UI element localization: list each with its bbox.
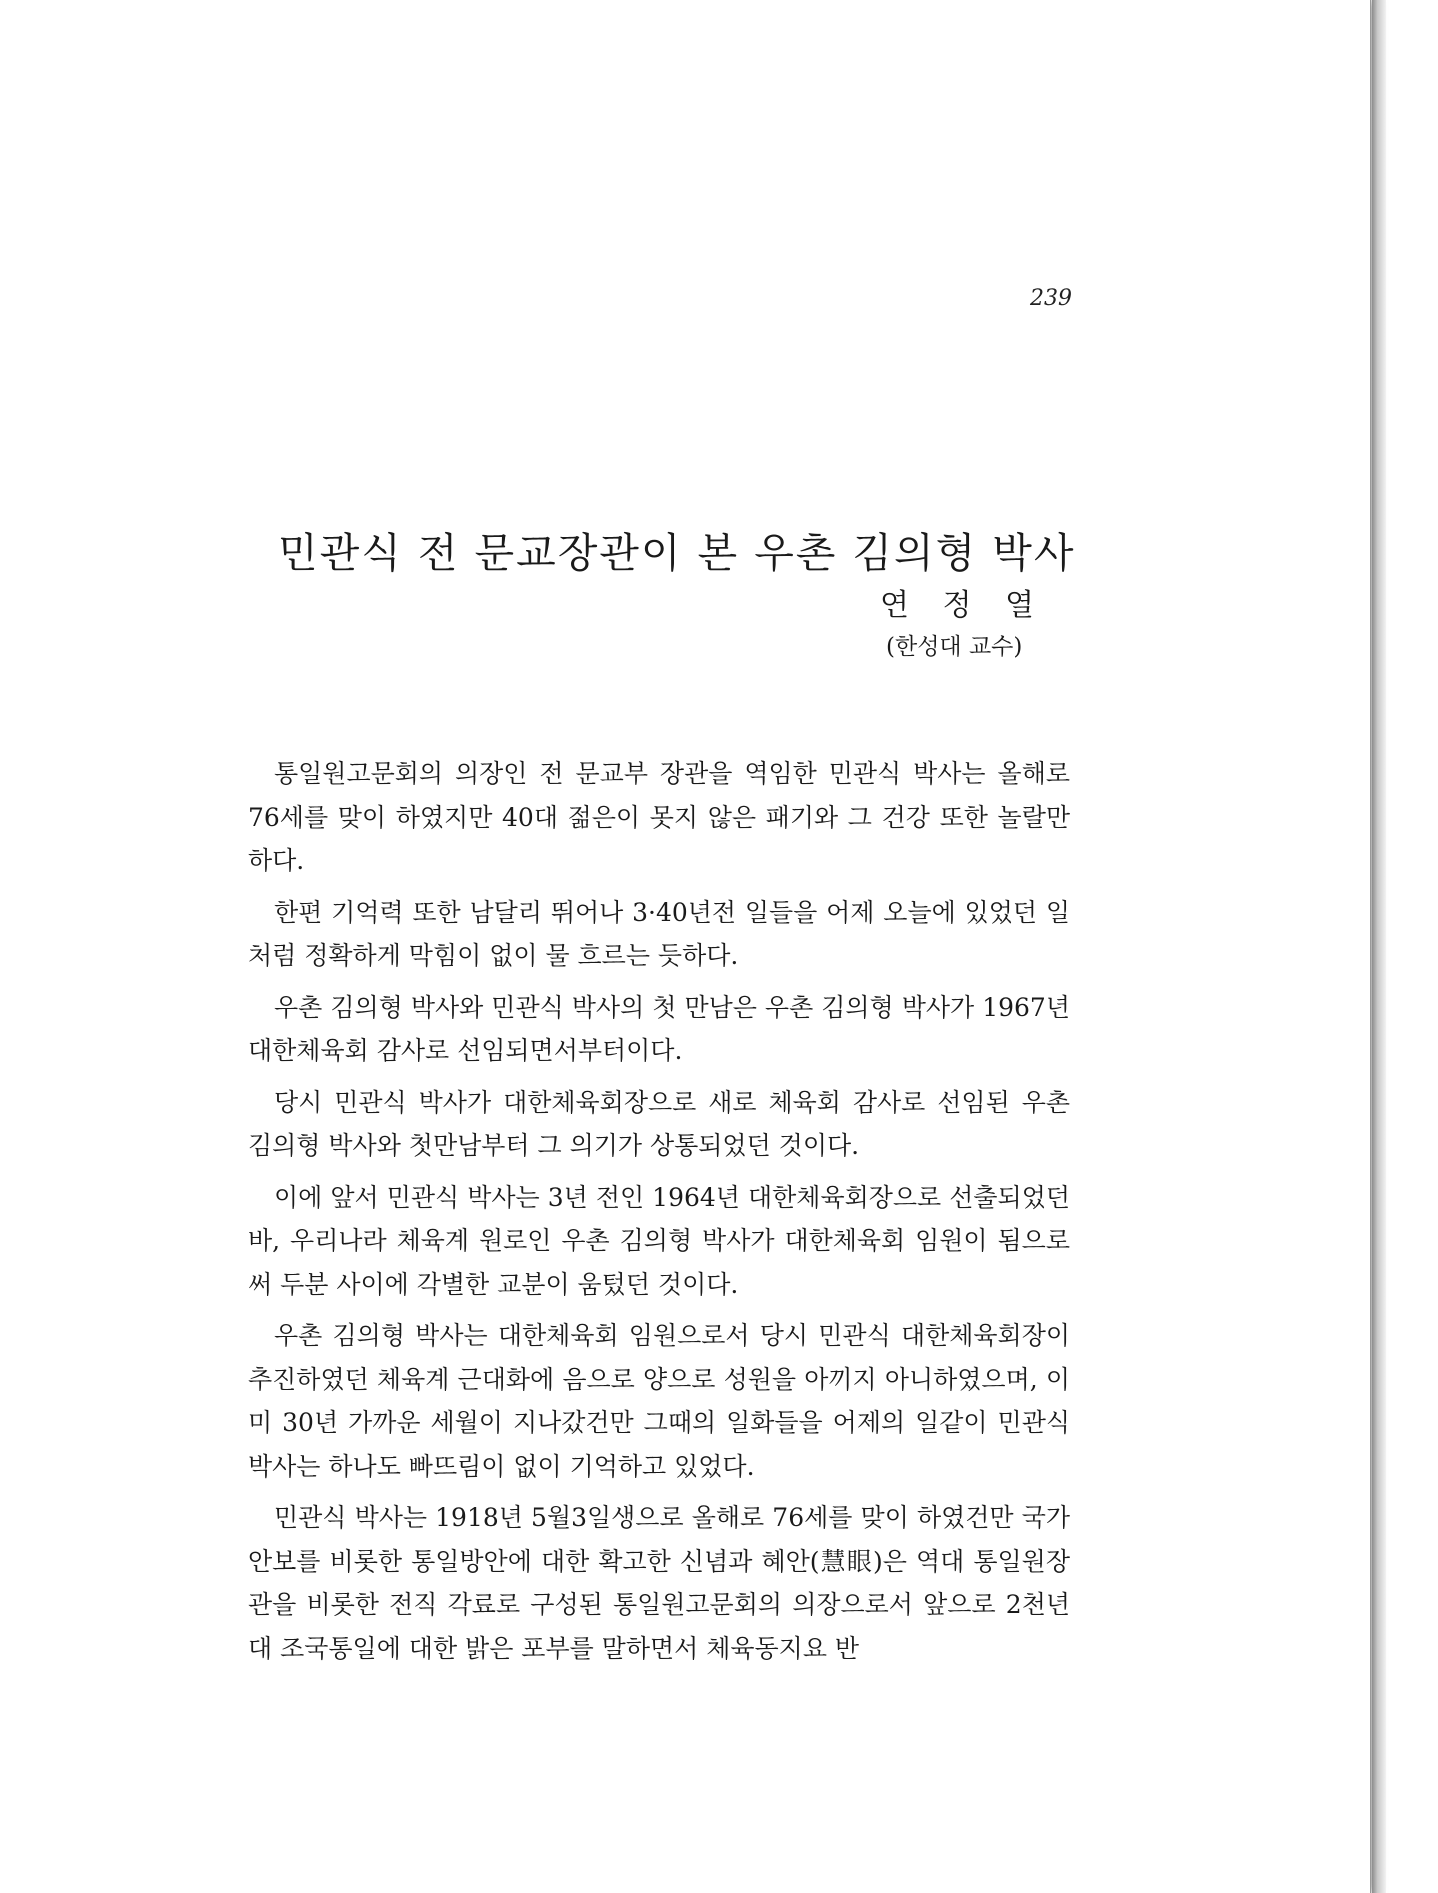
page-number: 239	[1030, 286, 1072, 311]
author-affiliation: (한성대 교수)	[886, 634, 1023, 660]
paragraph: 한편 기억력 또한 남달리 뛰어나 3·40년전 일들을 어제 오늘에 있었던 일처럼 정확하게 막힘이 없이 물 흐르는 듯하다.	[248, 897, 1070, 970]
paragraph: 우촌 김의형 박사는 대한체육회 임원으로서 당시 민관식 대한체육회장이 추진하였던 체육계 근대화에 음으로 양으로 성원을 아끼지 아니하였으며, 이미 30년 가까운 세월이 지나갔건만 그때의 일화들을 어제의 일같이 민관식 박사는 하나도 빠뜨림이 없이 기억하고 있었다.	[248, 1321, 1070, 1481]
article-body	[248, 752, 1070, 1678]
article-title: 민관식 전 문교장관이 본 우촌 김의형 박사	[278, 529, 1076, 577]
paragraph: 당시 민관식 박사가 대한체육회장으로 새로 체육회 감사로 선임된 우촌 김의형 박사와 첫만남부터 그 의기가 상통되었던 것이다.	[248, 1087, 1070, 1160]
paragraph: 통일원고문회의 의장인 전 문교부 장관을 역임한 민관식 박사는 올해로 76세를 맞이 하였지만 40대 젊은이 못지 않은 패기와 그 건강 또한 놀랄만하다.	[248, 759, 1070, 875]
paragraph: 우촌 김의형 박사와 민관식 박사의 첫 만남은 우촌 김의형 박사가 1967년 대한체육회 감사로 선임되면서부터이다.	[248, 992, 1070, 1065]
paragraph: 이에 앞서 민관식 박사는 3년 전인 1964년 대한체육회장으로 선출되었던 바, 우리나라 체육계 원로인 우촌 김의형 박사가 대한체육회 임원이 됨으로써 두분 사이에 각별한 교분이 움텄던 것이다.	[248, 1182, 1070, 1299]
author-name: 연 정 열	[880, 588, 1047, 623]
paragraph: 민관식 박사는 1918년 5월3일생으로 올해로 76세를 맞이 하였건만 국가안보를 비롯한 통일방안에 대한 확고한 신념과 혜안(慧眼)은 역대 통일원장관을 비롯한 전직 각료로 구성된 통일원고문회의 의장으로서 앞으로 2천년대 조국통일에 대한 밝은 포부를 말하면서 체육동지요 반	[248, 1503, 1070, 1663]
page-edge-shadow	[1372, 0, 1386, 1893]
